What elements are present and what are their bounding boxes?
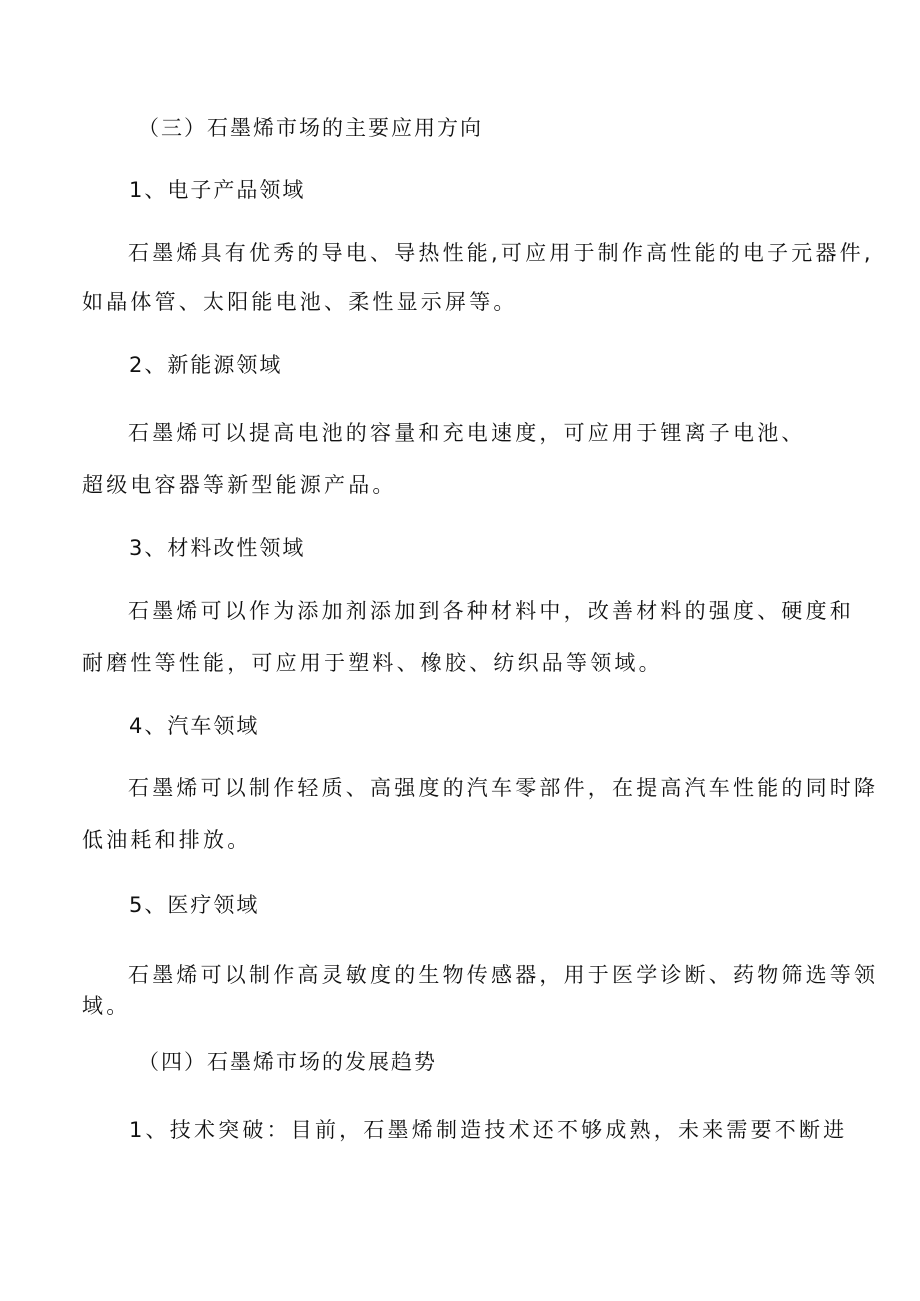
paragraph-line: 低油耗和排放。 bbox=[82, 828, 252, 852]
item-title: 4、汽车领域 bbox=[129, 714, 260, 738]
item-title: 2、新能源领域 bbox=[129, 353, 283, 377]
item-title: 5、医疗领域 bbox=[129, 893, 260, 917]
paragraph-line: 如晶体管、太阳能电池、柔性显示屏等。 bbox=[82, 290, 518, 314]
item-title: 1、电子产品领域 bbox=[129, 178, 306, 202]
paragraph-line: 石墨烯可以制作轻质、高强度的汽车零部件，在提高汽车性能的同时降 bbox=[128, 776, 879, 800]
item-title: 3、材料改性领域 bbox=[129, 536, 306, 560]
section-heading: （三）石墨烯市场的主要应用方向 bbox=[138, 116, 483, 140]
paragraph-line: 耐磨性等性能，可应用于塑料、橡胶、纺织品等领域。 bbox=[82, 651, 663, 675]
paragraph-line: 域。 bbox=[82, 994, 131, 1018]
paragraph-line: 石墨烯具有优秀的导电、导热性能,可应用于制作高性能的电子元器件, bbox=[128, 241, 874, 265]
paragraph-line: 石墨烯可以提高电池的容量和充电速度，可应用于锂离子电池、 bbox=[128, 421, 806, 445]
paragraph-line: 1、技术突破：目前，石墨烯制造技术还不够成熟，未来需要不断进 bbox=[129, 1118, 848, 1142]
section-heading: （四）石墨烯市场的发展趋势 bbox=[138, 1050, 437, 1074]
paragraph-line: 超级电容器等新型能源产品。 bbox=[82, 473, 397, 497]
paragraph-line: 石墨烯可以制作高灵敏度的生物传感器，用于医学诊断、药物筛选等领 bbox=[128, 963, 879, 987]
paragraph-line: 石墨烯可以作为添加剂添加到各种材料中，改善材料的强度、硬度和 bbox=[128, 599, 854, 623]
